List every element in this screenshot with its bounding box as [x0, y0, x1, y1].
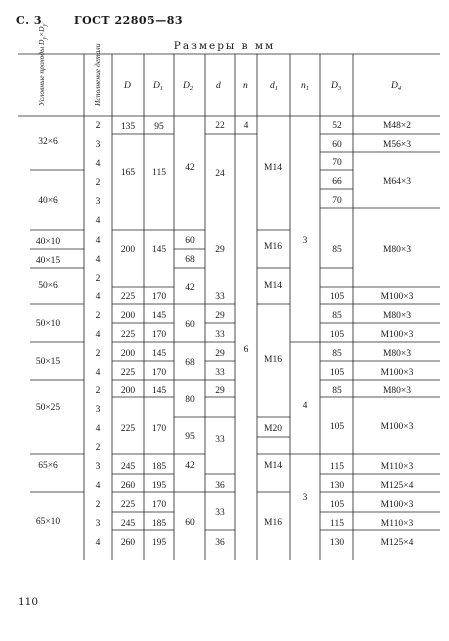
table-cell: 4 — [243, 121, 249, 131]
table-cell: 245 — [120, 519, 136, 529]
table-cell: 130 — [329, 481, 345, 491]
table-cell: M16 — [264, 242, 282, 252]
table-cell: 3 — [95, 462, 101, 472]
table-cell: 195 — [151, 481, 167, 491]
table-cell: 4 — [95, 236, 101, 246]
table-cell: 60 — [185, 320, 195, 330]
table-cell: 95 — [185, 432, 195, 442]
table-cell: 60 — [332, 140, 342, 150]
table-cell: 40×10 — [35, 237, 61, 247]
table-cell: 4 — [95, 255, 101, 265]
table-cell: 85 — [332, 311, 342, 321]
table-cell: 225 — [120, 368, 136, 378]
table-cell: M20 — [264, 424, 282, 434]
table-cell: 4 — [302, 401, 308, 411]
table-cell: M64×3 — [382, 177, 412, 187]
table-cell: 2 — [95, 500, 101, 510]
table-cell: 3 — [95, 197, 101, 207]
table-cell: 4 — [95, 424, 101, 434]
table-cell: M16 — [264, 355, 282, 365]
table-header — [37, 23, 402, 107]
table-cell: 115 — [152, 168, 166, 178]
table-cell: 2 — [95, 274, 101, 284]
table-cell: 3 — [95, 405, 101, 415]
table-cell: 165 — [120, 168, 136, 178]
table-cell: 115 — [330, 519, 344, 529]
table-cell: M48×2 — [382, 121, 412, 131]
table-cell: M56×3 — [382, 140, 412, 150]
table-cell: 52 — [332, 121, 342, 131]
col-header-n: n — [243, 81, 248, 91]
table-cell: 260 — [120, 538, 136, 548]
table-cell: 33 — [215, 508, 225, 518]
table-cell: 50×15 — [35, 357, 61, 367]
page-label: С. 3 — [16, 14, 43, 27]
table-cell: M16 — [264, 518, 282, 528]
table-cell: M100×3 — [380, 368, 414, 378]
table-cell: 105 — [329, 330, 345, 340]
table-cell: 2 — [95, 443, 101, 453]
table-cell: M100×3 — [380, 292, 414, 302]
table-cell: 33 — [215, 368, 225, 378]
dimensions-caption: Размеры в мм — [173, 40, 276, 52]
table-cell: 170 — [151, 368, 167, 378]
table-cell: 33 — [215, 330, 225, 340]
table-cell: M100×3 — [380, 500, 414, 510]
table-cell: 3 — [95, 519, 101, 529]
table-cell: 195 — [151, 538, 167, 548]
table-cell: 50×25 — [35, 403, 61, 413]
table-cell: 2 — [95, 349, 101, 359]
table-cell: 170 — [151, 500, 167, 510]
table-cell: 105 — [329, 368, 345, 378]
table-cell: 60 — [185, 236, 195, 246]
table-cell: 3 — [95, 140, 101, 150]
table-cell: 245 — [120, 462, 136, 472]
table-cell: 4 — [95, 159, 101, 169]
table-cell: 135 — [120, 122, 136, 132]
table-cell: 68 — [185, 255, 195, 265]
table-cell: 200 — [120, 349, 136, 359]
col-header-D2: $D_2$ — [183, 81, 194, 92]
table-cell: M125×4 — [380, 538, 414, 548]
col-header-D1: $D_1$ — [153, 81, 164, 92]
table-cell: 4 — [95, 292, 101, 302]
table-cell: 29 — [215, 245, 225, 255]
table-cell: 105 — [329, 292, 345, 302]
table-cell: 200 — [120, 311, 136, 321]
page-number: 110 — [18, 596, 39, 608]
table-cell: 145 — [151, 349, 167, 359]
table-cell: 2 — [95, 311, 101, 321]
table-cell: 4 — [95, 481, 101, 491]
table-cell: 60 — [185, 518, 195, 528]
table-cell: M80×3 — [382, 245, 412, 255]
table-cell: 145 — [151, 386, 167, 396]
col-header-conditional-pass: Условные проходы $D_у\times D_у$ — [37, 23, 48, 106]
standard-title: ГОСТ 22805—83 — [74, 14, 184, 27]
col-header-n1: $n_1$ — [301, 81, 309, 92]
table-cell: 36 — [215, 538, 225, 548]
col-header-D3: $D_3$ — [331, 81, 342, 92]
table-cell: M110×3 — [380, 519, 414, 529]
table-cell: M100×3 — [380, 422, 414, 432]
table-cell: 200 — [120, 386, 136, 396]
table-cell: M125×4 — [380, 481, 414, 491]
table-cell: 6 — [243, 345, 249, 355]
table-cell: 185 — [151, 519, 167, 529]
table-cell: 85 — [332, 386, 342, 396]
col-header-D4: $D_4$ — [391, 81, 402, 92]
table-cell: 68 — [185, 358, 195, 368]
table-cell: 29 — [215, 386, 225, 396]
table-cell: 145 — [151, 245, 167, 255]
table-cell: 3 — [302, 236, 308, 246]
table-cell: 65×10 — [35, 517, 61, 527]
table-cell: M80×3 — [382, 386, 412, 396]
table-cell: 105 — [329, 422, 345, 432]
table-cell: 200 — [120, 245, 136, 255]
table-cell: M80×3 — [382, 311, 412, 321]
table-cell: 42 — [185, 283, 195, 293]
table-cell: 32×6 — [38, 137, 58, 147]
table-cell: 105 — [329, 500, 345, 510]
table-cell: M14 — [264, 163, 282, 173]
table-cell: 85 — [332, 349, 342, 359]
table-cell: 80 — [185, 395, 195, 405]
table-cell: M100×3 — [380, 330, 414, 340]
table-cell: 170 — [151, 330, 167, 340]
table-cell: 29 — [215, 311, 225, 321]
table-cell: 225 — [120, 500, 136, 510]
table-cell: 260 — [120, 481, 136, 491]
table-cell: 85 — [332, 245, 342, 255]
col-header-d1: $d_1$ — [270, 81, 278, 92]
table-cell: 170 — [151, 292, 167, 302]
col-header-part-version: Исполнение детали — [93, 43, 102, 106]
table-cell: 95 — [154, 122, 164, 132]
table-cell: 145 — [151, 311, 167, 321]
table-cell: M80×3 — [382, 349, 412, 359]
table-cell: 225 — [120, 424, 136, 434]
col-header-D: D — [124, 81, 131, 91]
table-cell: 24 — [215, 169, 225, 179]
table-cell: 40×15 — [35, 256, 61, 266]
table-cell: 65×6 — [38, 461, 58, 471]
table-body — [36, 121, 414, 548]
table-cell: 185 — [151, 462, 167, 472]
col-header-d: d — [216, 81, 221, 91]
table-rules — [18, 54, 440, 560]
table-cell: 4 — [95, 330, 101, 340]
table-cell: 4 — [95, 216, 101, 226]
table-cell: 42 — [185, 163, 195, 173]
table-cell: 22 — [215, 121, 225, 131]
table-cell: 130 — [329, 538, 345, 548]
table-cell: 33 — [215, 435, 225, 445]
table-cell: 2 — [95, 386, 101, 396]
table-cell: M14 — [264, 461, 282, 471]
table-cell: 3 — [302, 493, 308, 503]
table-cell: 29 — [215, 349, 225, 359]
table-cell: 36 — [215, 481, 225, 491]
table-cell: M14 — [264, 281, 282, 291]
table-cell: 2 — [95, 121, 101, 131]
table-cell: 115 — [330, 462, 344, 472]
table-cell: 225 — [120, 330, 136, 340]
table-cell: 50×10 — [35, 319, 61, 329]
table-cell: 50×6 — [38, 281, 58, 291]
table-cell: 4 — [95, 368, 101, 378]
table-cell: 2 — [95, 178, 101, 188]
table-cell: 4 — [95, 538, 101, 548]
table-cell: 66 — [332, 177, 342, 187]
table-cell: 225 — [120, 292, 136, 302]
table-cell: 42 — [185, 461, 195, 471]
table-cell: 33 — [215, 292, 225, 302]
table-cell: 170 — [151, 424, 167, 434]
table-cell: 70 — [332, 196, 342, 206]
table-cell: 70 — [332, 158, 342, 168]
table-cell: M110×3 — [380, 462, 414, 472]
table-cell: 40×6 — [38, 196, 58, 206]
